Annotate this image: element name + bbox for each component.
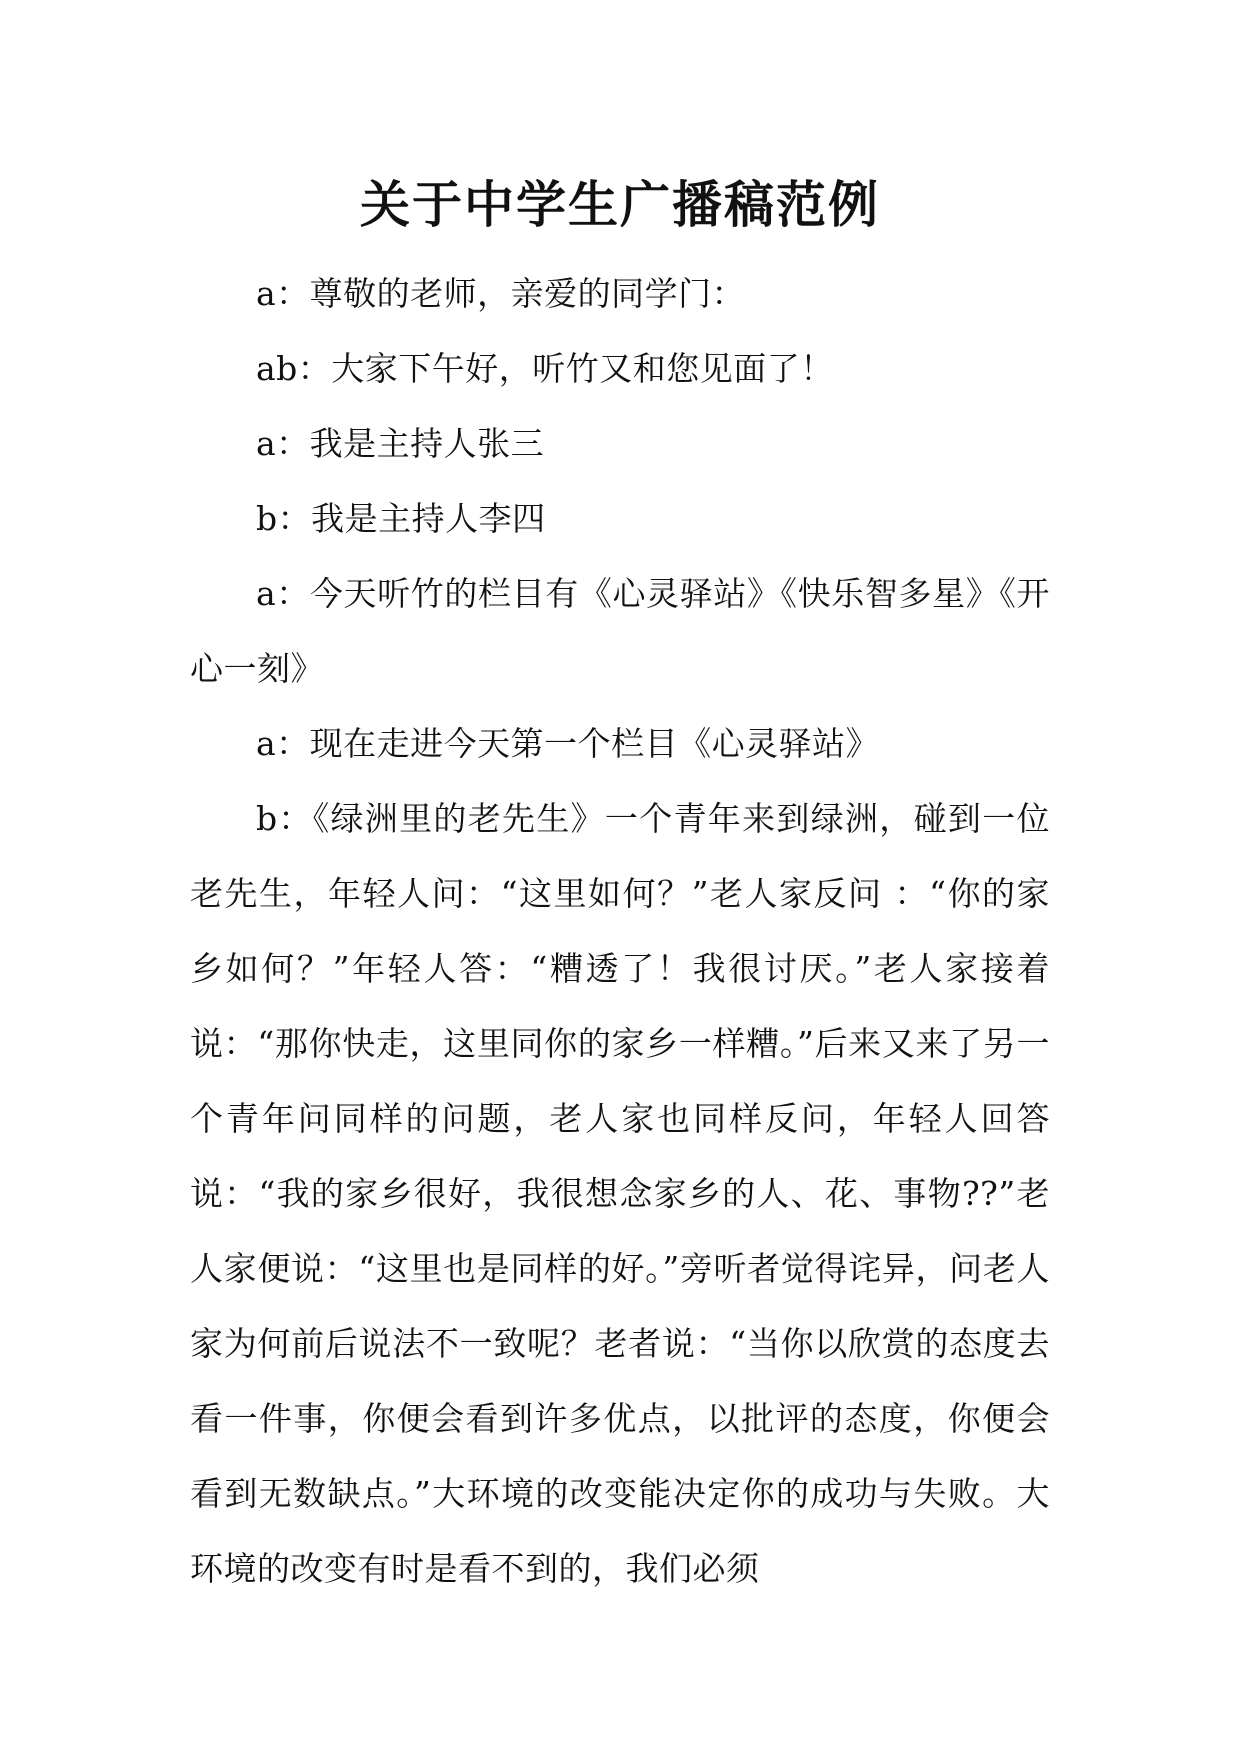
document-body: [190, 256, 1050, 1606]
paragraph-program-list: a：今天听竹的栏目有《心灵驿站》《快乐智多星》《开心一刻》: [190, 574, 1050, 688]
document-title: 关于中学生广播稿范例: [360, 176, 880, 234]
paragraph-story: b：《绿洲里的老先生》一个青年来到绿洲，碰到一位老先生，年轻人问：“这里如何？”老人家反问 ：“你的家乡如何？”年轻人答：“糟透了！我很讨厌。”老人家接着说：“那你快走，这里同你的家乡一样糟。”后来又来了另一个青年问同样的问题，老人家也同样反问，年轻人回答说：“我的家乡很好，我很想念家乡的人、花、事物??”老人家便说：“这里也是同样的好。”旁听者觉得诧异，问老人家为何前后说法不一致呢？老者说：“当你以欣赏的态度去看一件事，你便会看到许多优点，以批评的态度，你便会看到无数缺点。”大环境的改变能决定你的成功与失败。大环境的改变有时是看不到的，我们必须: [190, 799, 1050, 1588]
paragraph-welcome: ab：大家下午好，听竹又和您见面了！: [256, 349, 834, 388]
paragraph-greeting: a：尊敬的老师，亲爱的同学门：: [256, 274, 746, 313]
paragraph-host-b: b：我是主持人李四: [256, 499, 546, 538]
paragraph-first-segment: a：现在走进今天第一个栏目《心灵驿站》: [256, 724, 880, 763]
paragraph-host-a: a：我是主持人张三: [256, 424, 545, 463]
